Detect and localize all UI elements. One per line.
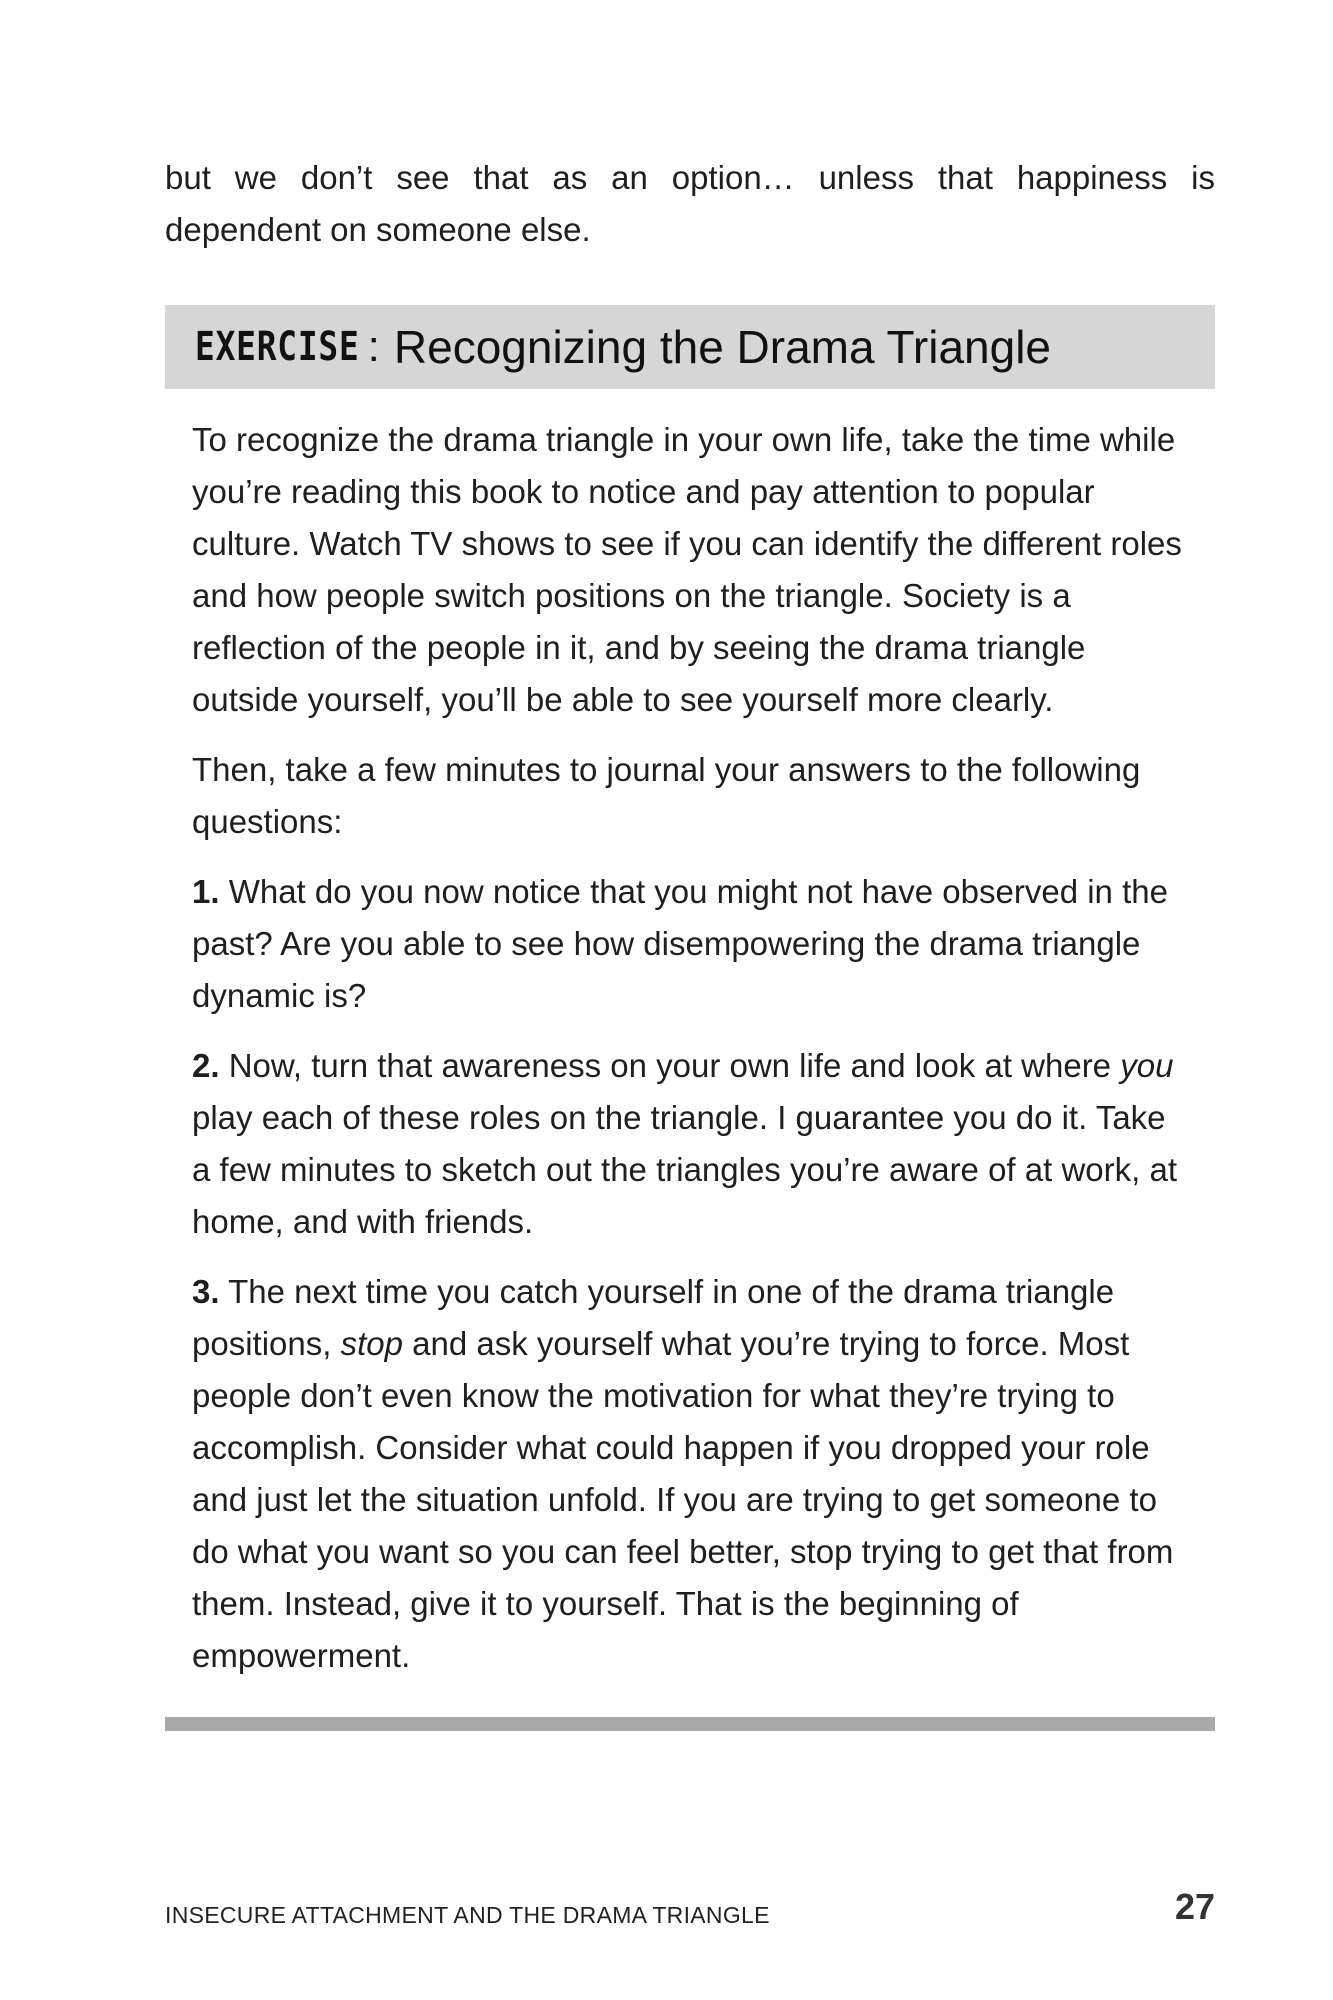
exercise-item-2 (192, 1040, 1192, 1248)
running-footer-title: INSECURE ATTACHMENT AND THE DRAMA TRIANGLE (165, 1902, 770, 1928)
item-emphasis: you (1120, 1047, 1174, 1084)
item-text: Now, turn that awareness on your own life and look at where (228, 1047, 1112, 1084)
item-text: The next time you catch yourself in one of the drama triangle positions, (192, 1273, 1115, 1362)
exercise-title: Recognizing the Drama Triangle (393, 321, 1052, 373)
exercise-header (165, 305, 1215, 389)
item-number: 2. (192, 1047, 220, 1084)
item-text: What do you now notice that you might not have observed in the past? Are you able to see how disempowering the drama triangle dynamic is? (192, 873, 1168, 1014)
item-number: 3. (192, 1273, 220, 1310)
item-text: play each of these roles on the triangle. I guarantee you do it. Take a few minutes to sketch out the triangles you’re aware of at work, at home, and with friends. (192, 1099, 1177, 1240)
item-number: 1. (192, 873, 220, 910)
exercise-body (192, 414, 1192, 1700)
exercise-end-divider (165, 1717, 1215, 1731)
exercise-item-3 (192, 1266, 1192, 1682)
page-number: 27 (1174, 1886, 1215, 1927)
item-text: and ask yourself what you’re trying to force. Most people don’t even know the motivation for what they’re trying to accomplish. Consider what could happen if you dropped your role and just let the situation unfold. If you are trying to get someone to do what you want so you can feel better, stop trying to get that from them. Instead, give it to yourself. That is the beginning of empowerment. (192, 1325, 1174, 1674)
exercise-label: EXERCISE (195, 324, 360, 370)
exercise-colon: : (367, 322, 380, 371)
intro-paragraph: but we don’t see that as an option… unless that happiness is dependent on someone else. (165, 159, 1215, 248)
item-emphasis: stop (340, 1325, 403, 1362)
exercise-paragraph-1: To recognize the drama triangle in your own life, take the time while you’re reading this book to notice and pay attention to popular culture. Watch TV shows to see if you can identify the different roles and how people switch positions on the triangle. Society is a reflection of the people in it, and by seeing the drama triangle outside yourself, you’ll be able to see yourself more clearly. (192, 421, 1182, 718)
exercise-paragraph-2: Then, take a few minutes to journal your answers to the following questions: (192, 751, 1141, 840)
exercise-item-1 (192, 866, 1192, 1022)
